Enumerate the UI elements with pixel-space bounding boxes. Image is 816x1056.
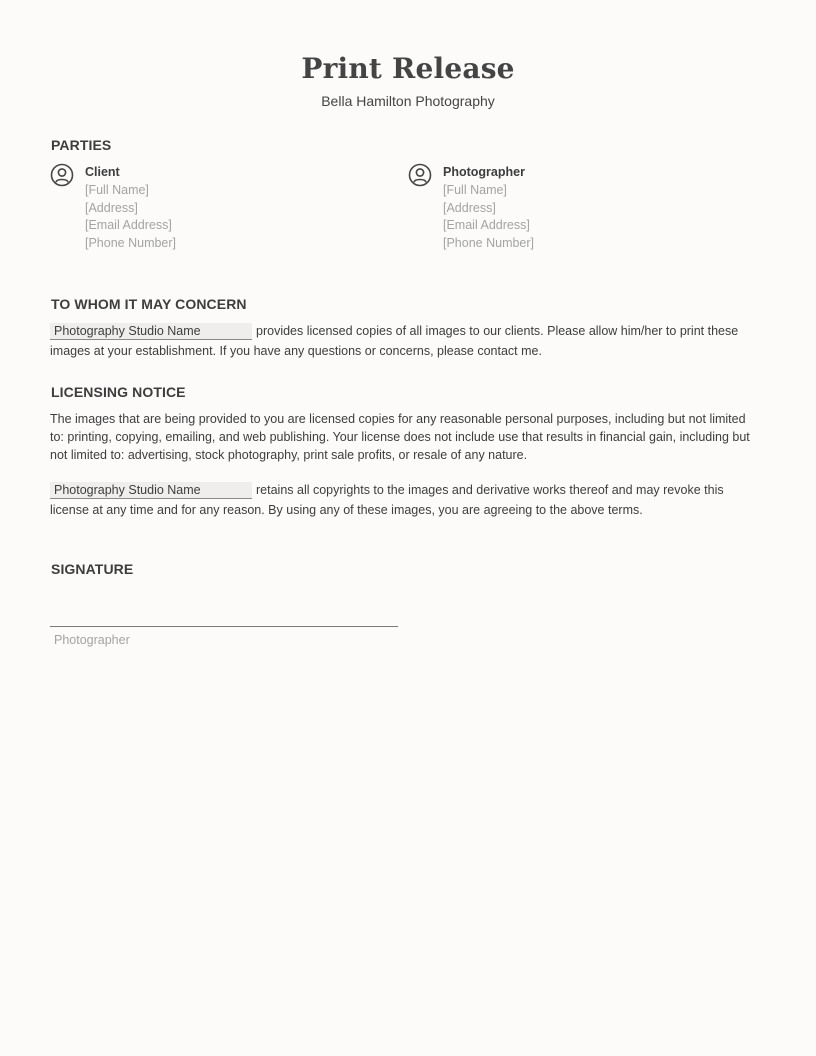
photographer-full-name: [Full Name]: [443, 182, 507, 197]
photographer-role-label: Photographer: [443, 165, 525, 179]
page-title: Print Release: [301, 52, 515, 85]
licensing-paragraph-1: The images that are being provided to you are licensed copies for any reasonable personal purposes, including but not limited to: printing, copying, emailing, and web publishing. Your license does not include use that results in financial gain, including but not limited to: advertising, stock photography, print sale profits, or resale of any nature.: [50, 412, 750, 462]
photographer-address: [Address]: [443, 200, 496, 215]
client-party: [50, 163, 350, 263]
user-circle-icon: [408, 163, 432, 187]
photographer-phone: [Phone Number]: [443, 236, 535, 251]
concern-text: provides licensed copies of all images to our clients. Please allow him/her to print these images at your establishment. If you have any questions or concerns, please contact me.: [50, 324, 739, 358]
client-full-name: [Full Name]: [85, 182, 149, 197]
photographer-party: [408, 163, 708, 263]
signature-heading: SIGNATURE: [51, 561, 134, 577]
client-phone: [Phone Number]: [85, 236, 177, 251]
concern-heading: TO WHOM IT MAY CONCERN: [51, 296, 247, 312]
client-address: [Address]: [85, 200, 138, 215]
signature-label: Photographer: [54, 633, 130, 647]
parties-heading: PARTIES: [51, 137, 112, 153]
licensing-heading: LICENSING NOTICE: [51, 384, 186, 400]
signature-line[interactable]: [50, 626, 398, 627]
studio-name-field[interactable]: Photography Studio Name: [50, 482, 252, 499]
licensing-terms-text: retains all copyrights to the images and derivative works thereof and may revoke this license at any time and for any reason. By using any of these images, you are agreeing to the above terms.: [50, 483, 724, 517]
user-circle-icon: [50, 163, 74, 187]
licensing-paragraph-2: [50, 480, 762, 520]
page-subtitle: Bella Hamilton Photography: [321, 93, 495, 109]
photographer-email: [Email Address]: [443, 218, 530, 233]
studio-name-field[interactable]: Photography Studio Name: [50, 323, 252, 340]
client-role-label: Client: [85, 165, 120, 179]
concern-paragraph: [50, 321, 762, 361]
client-email: [Email Address]: [85, 218, 172, 233]
